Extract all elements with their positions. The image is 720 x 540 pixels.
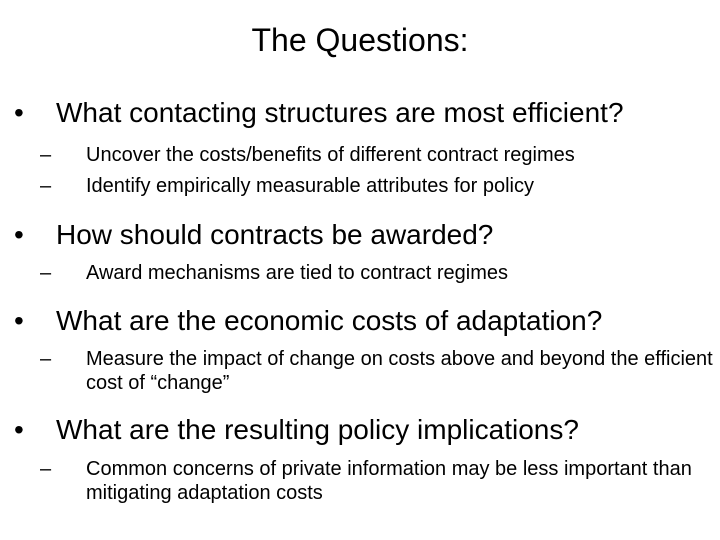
dash-icon: – bbox=[40, 144, 52, 166]
dash-icon: – bbox=[40, 175, 52, 197]
dash-icon: – bbox=[40, 262, 52, 284]
bullet-icon: • bbox=[14, 414, 24, 445]
dash-icon: – bbox=[40, 458, 52, 480]
sub-bullet-text: Measure the impact of change on costs above and beyond the efficient cost of “change” bbox=[86, 348, 713, 394]
dash-icon: – bbox=[40, 348, 52, 370]
bullet-icon: • bbox=[14, 97, 24, 128]
sub-bullet-text: Award mechanisms are tied to contract regimes bbox=[86, 262, 509, 284]
slide-title: The Questions: bbox=[251, 22, 469, 58]
sub-bullet-text: Uncover the costs/benefits of different contract regimes bbox=[86, 144, 575, 166]
bullet-text: How should contracts be awarded? bbox=[56, 219, 494, 250]
sub-bullet-text: Identify empirically measurable attributes for policy bbox=[86, 175, 534, 197]
bullet-text: What are the resulting policy implications? bbox=[56, 414, 579, 445]
bullet-text: What are the economic costs of adaptation? bbox=[56, 305, 603, 336]
bullet-text: What contacting structures are most efficient? bbox=[56, 97, 624, 128]
bullet-icon: • bbox=[14, 305, 24, 336]
bullet-icon: • bbox=[14, 219, 24, 250]
sub-bullet-text: Common concerns of private information may be less important than mitigating adaptation costs bbox=[86, 458, 692, 504]
